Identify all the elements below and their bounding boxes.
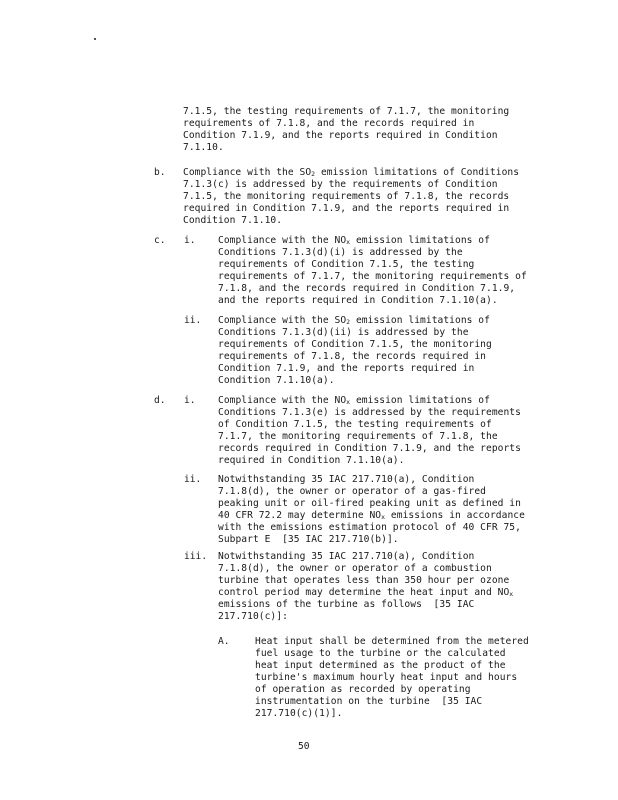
item-c-i-label: i.: [184, 235, 196, 246]
item-c-ii-text: Compliance with the $SO_2$ emission limitations of Conditions 7.1.3(d)(ii) is addressed by the requirements of Condition 7.1.5, the monitoring requirements of 7.1.8, the records required in Condition 7.1.9, and the reports required in Condition 7.1.10(a).: [218, 315, 492, 386]
scan-speck: [94, 38, 96, 40]
intro-paragraph: 7.1.5, the testing requirements of 7.1.7, the monitoring requirements of 7.1.8, and the records required in Condition 7.1.9, and the reports required in Condition 7.1.10.: [183, 106, 510, 153]
item-b-text: Compliance with the $SO_2$ emission limitations of Conditions 7.1.3(c) is addressed by the requirements of Condition 7.1.5, the monitoring requirements of 7.1.8, the records required in Condition 7.1.9, and the reports required in Condition 7.1.10.: [183, 167, 520, 226]
page-number: 50: [298, 741, 310, 752]
item-b-label: b.: [154, 167, 166, 178]
item-d-ii-text: Notwithstanding 35 IAC 217.710(a), Condition 7.1.8(d), the owner or operator of a gas-fired peaking unit or oil-fired peaking unit as defined in 40 CFR 72.2 may determine $NO_x$ emissions in accordance with the emissions estimation protocol of 40 CFR 75, Subpart E [35 IAC 217.710(b)].: [218, 474, 525, 545]
item-c-ii-label: ii.: [184, 315, 202, 326]
item-c-label: c.: [154, 235, 166, 246]
item-d-iii-A-text: Heat input shall be determined from the metered fuel usage to the turbine or the calculated heat input determined as the product of the turbine's maximum hourly heat input and hours of operation as recorded by operating instrumentation on the turbine [35 IAC 217.710(c)(1)].: [255, 636, 529, 719]
item-d-iii-label: iii.: [184, 551, 208, 562]
item-c-i-text: Compliance with the $NO_x$ emission limitations of Conditions 7.1.3(d)(i) is addressed by the requirements of Condition 7.1.5, the testing requirements of 7.1.7, the monitoring requirements of 7.1.8, and the records required in Condition 7.1.9, and the reports required in Condition 7.1.10(a).: [218, 235, 527, 306]
item-d-i-text: Compliance with the $NO_x$ emission limitations of Conditions 7.1.3(e) is addressed by the requirements of Condition 7.1.5, the testing requirements of 7.1.7, the monitoring requirements of 7.1.8, the records required in Condition 7.1.9, and the reports required in Condition 7.1.10(a).: [218, 395, 521, 466]
item-d-ii-label: ii.: [184, 474, 202, 485]
item-d-i-label: i.: [184, 395, 196, 406]
item-d-label: d.: [154, 395, 166, 406]
item-d-iii-A-label: A.: [218, 636, 230, 647]
item-d-iii-text: Notwithstanding 35 IAC 217.710(a), Condition 7.1.8(d), the owner or operator of a combustion turbine that operates less than 350 hour per ozone control period may determine the heat input and $NO_x$ emissions of the turbine as follows [35 IAC 217.710(c)]:: [218, 551, 514, 622]
